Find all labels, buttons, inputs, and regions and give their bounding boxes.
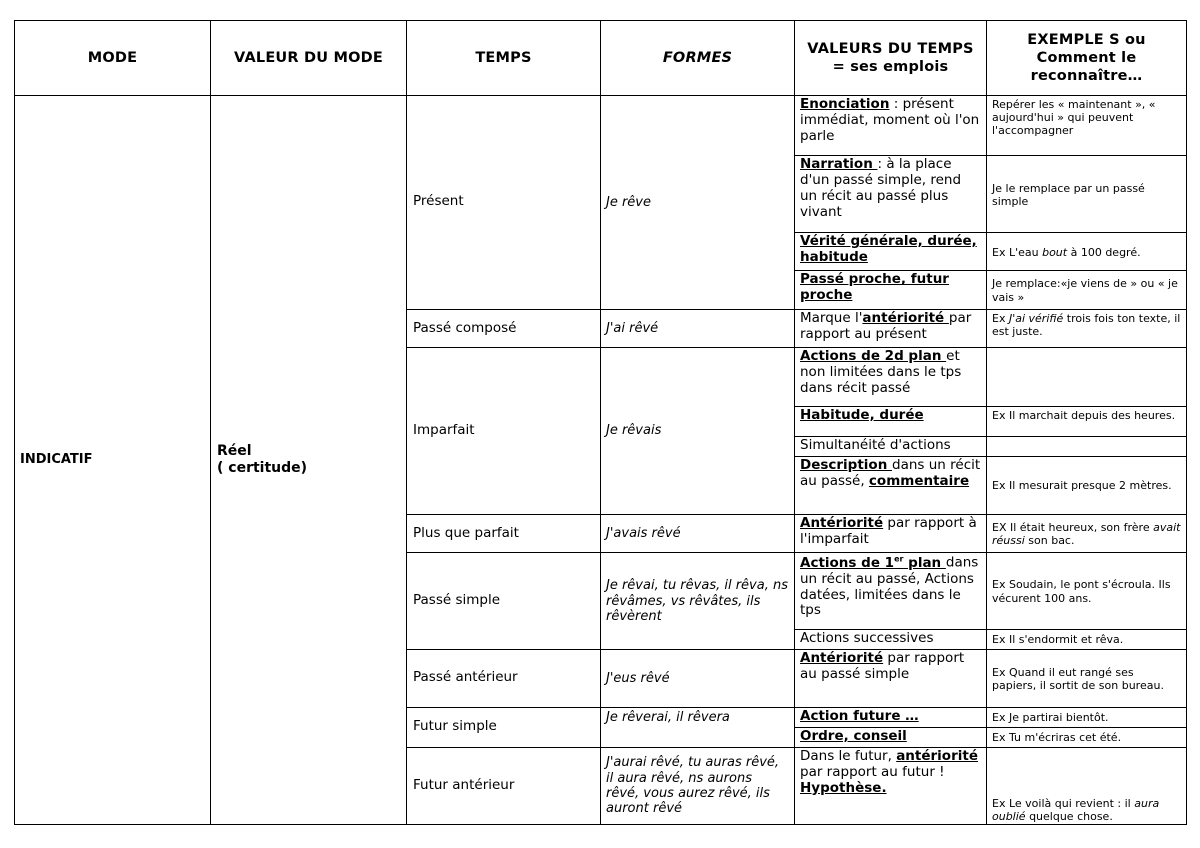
- keyword: Passé proche, futur proche: [800, 271, 949, 304]
- exemple-actions-1er-plan: Ex Soudain, le pont s'écroula. Ils vécurent 100 ans.: [987, 553, 1187, 630]
- exemple-simultaneite: [987, 437, 1187, 457]
- forme-imparfait: Je rêvais: [601, 348, 795, 515]
- keyword: commentaire: [868, 473, 970, 490]
- exemple-action-future: Ex Je partirai bientôt.: [987, 707, 1187, 727]
- header-row: [15, 21, 1187, 96]
- valeur-mode-line2: ( certitude): [217, 459, 308, 476]
- header-exemples: EXEMPLE S ou Comment le reconnaître…: [987, 21, 1187, 96]
- keyword-part: Actions de 1: [800, 554, 895, 571]
- exemple-passe-anterieur: Ex Quand il eut rangé ses papiers, il sortit de son bureau.: [987, 650, 1187, 708]
- temps-passe-compose: Passé composé: [407, 309, 601, 347]
- valeur-verite-generale: [795, 233, 987, 271]
- valeur-description: [795, 457, 987, 515]
- keyword: Description: [800, 457, 893, 474]
- header-formes: FORMES: [601, 21, 795, 96]
- forme-plus-que-parfait: J'avais rêvé: [601, 514, 795, 552]
- header-valeur-mode: VALEUR DU MODE: [211, 21, 407, 96]
- header-temps: TEMPS: [407, 21, 601, 96]
- valeur-ordre-conseil: [795, 727, 987, 747]
- valeur-actions-1er-plan: [795, 553, 987, 630]
- exemple-actions-successives: Ex Il s'endormit et rêva.: [987, 629, 1187, 649]
- keyword: antériorité: [862, 309, 949, 326]
- forme-passe-compose: J'ai rêvé: [601, 309, 795, 347]
- forme-futur-simple: Je rêverai, il rêvera: [601, 707, 795, 747]
- ex-text: son bac.: [1024, 534, 1075, 548]
- valeur-mode-line1: Réel: [217, 443, 252, 460]
- temps-passe-simple: Passé simple: [407, 553, 601, 650]
- exemple-futur-anterieur: [987, 748, 1187, 825]
- forme-present: Je rêve: [601, 95, 795, 309]
- temps-futur-simple: Futur simple: [407, 707, 601, 747]
- valeur-habitude-duree: [795, 406, 987, 436]
- valeur-text: par rapport au futur !: [800, 764, 945, 780]
- exemple-passe-compose: [987, 309, 1187, 347]
- valeur-text: Dans le futur,: [800, 748, 897, 765]
- valeur-passe-compose: [795, 309, 987, 347]
- header-mode: MODE: [15, 21, 211, 96]
- keyword: Hypothèse.: [800, 779, 887, 796]
- valeur-text: par rapport à l'imparfait: [800, 514, 977, 547]
- keyword: Actions de 2d plan: [800, 348, 947, 365]
- keyword-part: plan: [903, 554, 946, 571]
- valeur-text: : présent immédiat, moment où l'on parle: [800, 95, 980, 144]
- forme-futur-anterieur: J'aurai rêvé, tu auras rêvé, il aura rêvé, ns aurons rêvé, vous aurez rêvé, ils auront rêvé: [601, 748, 795, 825]
- valeur-passe-anterieur: [795, 650, 987, 708]
- exemple-plus-que-parfait: [987, 514, 1187, 552]
- valeur-narration: [795, 156, 987, 233]
- exemple-narration: Je le remplace par un passé simple: [987, 156, 1187, 233]
- valeur-futur-anterieur: [795, 748, 987, 825]
- forme-passe-anterieur: J'eus rêvé: [601, 650, 795, 708]
- ex-text: Ex: [992, 311, 1009, 325]
- ex-italic: bout: [1042, 245, 1068, 259]
- keyword: Antériorité: [800, 650, 884, 667]
- ex-text: quelque chose.: [1025, 809, 1113, 823]
- temps-passe-anterieur: Passé antérieur: [407, 650, 601, 708]
- exemple-verite-generale: [987, 233, 1187, 271]
- keyword: Vérité générale, durée, habitude: [800, 233, 977, 265]
- valeur-mode-cell: [211, 95, 407, 824]
- exemple-actions-2d-plan: [987, 348, 1187, 407]
- exemple-ordre-conseil: Ex Tu m'écriras cet été.: [987, 727, 1187, 747]
- ex-text: Ex Le voilà qui revient : il: [992, 796, 1135, 810]
- ex-italic: avait réussi: [992, 520, 1181, 548]
- keyword: Enonciation: [800, 95, 890, 112]
- exemple-description: Ex Il mesurait presque 2 mètres.: [987, 457, 1187, 515]
- valeur-passe-proche: [795, 271, 987, 309]
- forme-passe-simple: Je rêvai, tu rêvas, il rêva, ns rêvâmes, vs rêvâtes, ils rêvèrent: [601, 553, 795, 650]
- exemple-enonciation: Repérer les « maintenant », « aujourd'hui » qui peuvent l'accompagner: [987, 95, 1187, 156]
- valeur-enonciation: [795, 95, 987, 156]
- keyword: antériorité: [896, 748, 978, 765]
- keyword: Habitude, durée: [800, 406, 924, 423]
- temps-futur-anterieur: Futur antérieur: [407, 748, 601, 825]
- valeur-text: dans un récit au passé,: [800, 457, 981, 490]
- keyword-sup: er: [894, 554, 904, 564]
- ex-italic: J'ai vérifié: [1008, 311, 1064, 325]
- exemple-habitude-duree: Ex Il marchait depuis des heures.: [987, 406, 1187, 436]
- valeur-text: et non limitées dans le tps dans récit passé: [800, 348, 962, 397]
- grammar-table: [14, 20, 1187, 825]
- valeur-simultaneite: Simultanéité d'actions: [795, 437, 987, 457]
- keyword: Narration: [800, 156, 878, 173]
- table-row: [15, 95, 1187, 156]
- valeur-text: Marque l': [800, 309, 863, 326]
- temps-present: Présent: [407, 95, 601, 309]
- header-valeurs-temps: VALEURS DU TEMPS = ses emplois: [795, 21, 987, 96]
- valeur-text: dans un récit au passé, Actions datées, limitées dans le tps: [800, 554, 979, 619]
- ex-text: EX Il était heureux, son frère: [992, 520, 1154, 534]
- valeur-actions-2d-plan: [795, 348, 987, 407]
- ex-text: à 100 degré.: [1067, 245, 1141, 259]
- valeur-actions-successives: Actions successives: [795, 629, 987, 649]
- valeur-action-future: [795, 707, 987, 727]
- keyword: Action future …: [800, 707, 919, 724]
- exemple-passe-proche: Je remplace:«je viens de » ou « je vais »: [987, 271, 1187, 309]
- keyword: Antériorité: [800, 514, 884, 531]
- temps-plus-que-parfait: Plus que parfait: [407, 514, 601, 552]
- mode-cell: INDICATIF: [15, 95, 211, 824]
- keyword: Ordre, conseil: [800, 727, 907, 744]
- valeur-text: par rapport au présent: [800, 309, 972, 342]
- ex-italic: aura oublié: [992, 796, 1160, 823]
- ex-text: Ex L'eau: [992, 245, 1043, 259]
- ex-text: trois fois ton texte, il est juste.: [992, 311, 1181, 339]
- keyword: [800, 555, 946, 571]
- valeur-text: : à la place d'un passé simple, rend un récit au passé plus vivant: [800, 156, 962, 221]
- valeur-plus-que-parfait: [795, 514, 987, 552]
- valeur-text: par rapport au passé simple: [800, 650, 965, 683]
- temps-imparfait: Imparfait: [407, 348, 601, 515]
